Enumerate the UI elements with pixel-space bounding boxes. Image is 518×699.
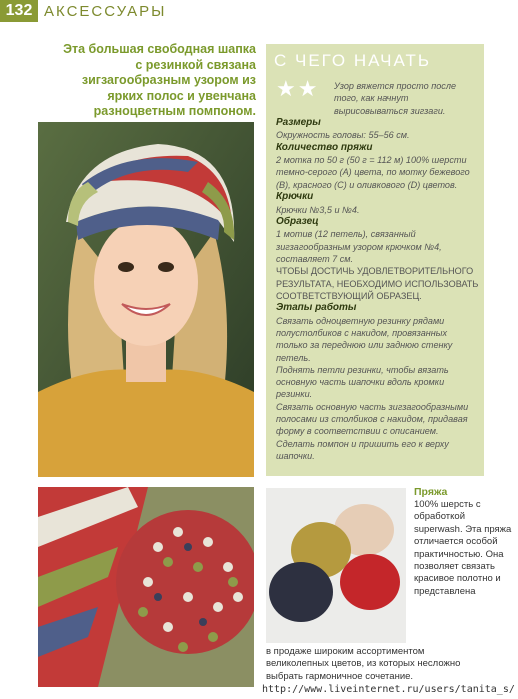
step-item: Сделать помпон и пришить его к верху шапочки. xyxy=(276,438,449,461)
yarn-title: Пряжа xyxy=(414,486,448,498)
step-item: Связать одноцветную резинку рядами полустолбиков с накидом, провязанных только за переднюю или заднюю стенку петель. xyxy=(276,315,453,363)
text-sizes: Окружность головы: 55–56 см. xyxy=(276,130,410,141)
panel-body xyxy=(276,80,480,462)
star-icon: ★ xyxy=(276,76,296,101)
pompom-photo xyxy=(38,487,254,687)
woman-in-hat-photo xyxy=(38,122,254,477)
text-yarn-amount: 2 мотка по 50 г (50 г = 112 м) 100% шерсти темно-серого (A) цвета, по мотку бежевого (B), красного (C) и оливкового (D) цветов. xyxy=(276,155,470,190)
heading-hooks: Крючки xyxy=(276,191,314,203)
page-header xyxy=(0,0,518,24)
yarn-balls-photo xyxy=(266,488,406,643)
step-item: Поднять петли резинки, чтобы вязать основную часть шапочки вдоль кромки резинки. xyxy=(276,364,449,400)
getting-started-panel xyxy=(266,44,484,476)
heading-gauge: Образец xyxy=(276,215,319,227)
section-title: АКСЕССУАРЫ xyxy=(44,3,167,20)
yarn-description xyxy=(414,486,514,598)
gauge-note: ЧТОБЫ ДОСТИЧЬ УДОВЛЕТВОРИТЕЛЬНОГО РЕЗУЛЬТАТА, НЕОБХОДИМО ИСПОЛЬЗОВАТЬ СООТВЕТСТВУЮЩИЙ ОБРАЗЕЦ. xyxy=(276,266,479,301)
text-hooks: Крючки №3,5 и №4. xyxy=(276,204,360,215)
heading-steps: Этапы работы xyxy=(276,302,357,314)
intro-text: Эта большая свободная шапка с резинкой связана зигзагообразным узором из ярких полос и увенчана разноцветным помпоном. xyxy=(63,42,256,119)
heading-yarn-amount: Количество пряжи xyxy=(276,141,373,153)
heading-sizes: Размеры xyxy=(276,116,321,128)
text-gauge: 1 мотив (12 петель), связанный зигзагообразным узором крючком №4, составляет 7 см. xyxy=(276,229,442,264)
panel-title: С ЧЕГО НАЧАТЬ xyxy=(274,51,432,70)
star-icon: ★ xyxy=(297,76,318,101)
step-item: Связать основную часть зигзагообразными полосами из столбиков с накидом, придавая форму в соответствии с описанием. xyxy=(276,401,469,437)
main-photo xyxy=(38,122,254,477)
yarn-photo xyxy=(266,488,406,643)
yarn-text: 100% шерсть с обработкой superwash. Эта пряжа отличается особой практичностью. Она позволяет связать красивое полотно и представлена xyxy=(414,499,512,597)
page-number: 132 xyxy=(0,0,38,22)
panel-lead: Узор вяжется просто после того, как начнут вырисовываться зигзаги. xyxy=(334,81,457,116)
watermark-url: http://www.liveinternet.ru/users/tanita_s/ xyxy=(262,684,515,695)
yarn-description-tail: в продаже широким ассортиментом великолепных цветов, из которых несложно выбрать гармоничное сочетание. xyxy=(266,646,461,682)
pompom-detail-photo xyxy=(38,487,254,687)
